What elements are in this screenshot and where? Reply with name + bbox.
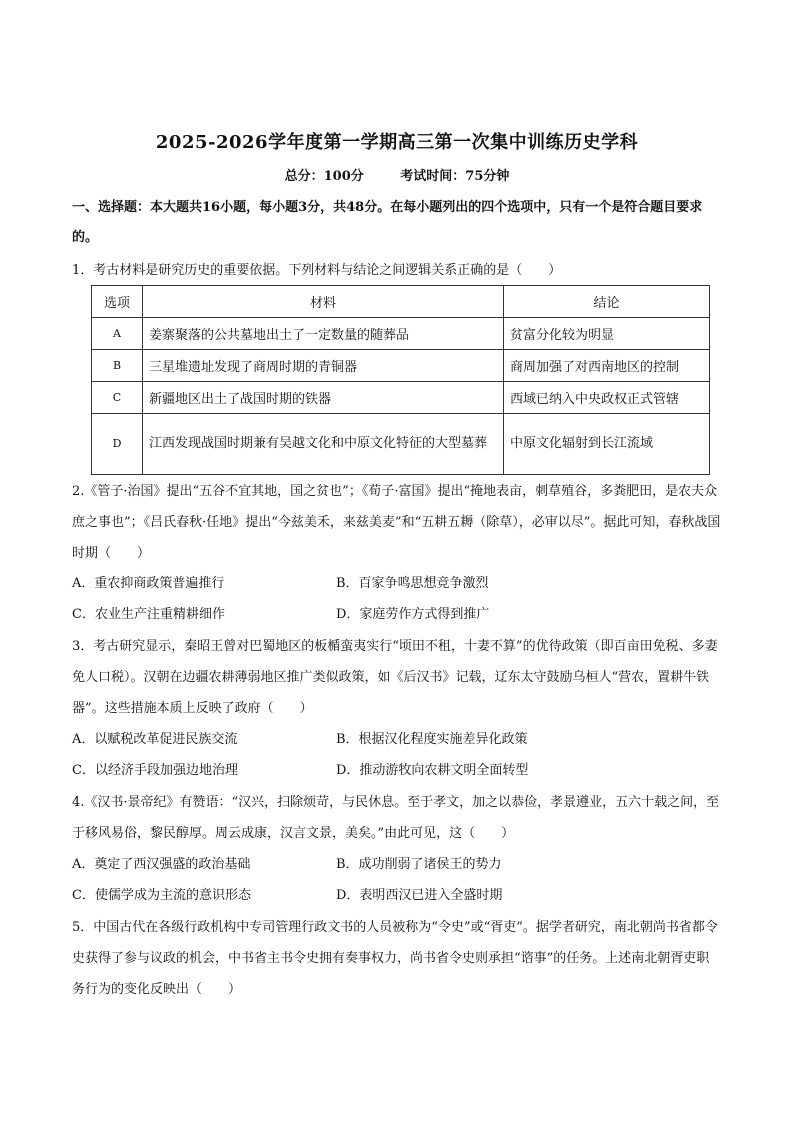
question-4-options-row-1 [72,850,722,880]
table-header-material: 材料 [143,286,504,318]
table-cell-material: 三星堆遗址发现了商周时期的青铜器 [143,350,504,382]
question-1-stem: 1．考古材料是研究历史的重要依据。下列材料与结论之间逻辑关系正确的是（ ） [72,263,562,278]
table-cell-option: D [92,414,143,475]
table-cell-conclusion: 西域已纳入中央政权正式管辖 [504,382,710,414]
table-cell-material: 姜寨聚落的公共墓地出土了一定数量的随葬品 [143,318,504,350]
section-heading: 一、选择题：本大题共16小题，每小题3分，共48分。在每小题列出的四个选项中，只有一个是符合题目要求的。 [72,200,703,245]
question-3-options-row-1 [72,725,722,755]
table-row [92,414,710,475]
question-4-option-c: C．使儒学成为主流的意识形态 [72,888,251,903]
question-2-option-b: B．百家争鸣思想竞争激烈 [336,576,489,591]
question-5-stem: 5．中国古代在各级行政机构中专司管理行政文书的人员被称为“令史”或“胥吏”。据学者研究，南北朝尚书省都令史获得了参与议政的机会，中书省主书令史拥有奏事权力，尚书省令史则承担“谘事”的任务。上述南北朝胥吏职务行为的变化反映出（ ） [72,920,718,997]
table-cell-option: A [92,318,143,350]
table-cell-conclusion: 贫富分化较为明显 [504,318,710,350]
question-2-option-d: D．家庭劳作方式得到推广 [336,607,490,622]
question-4-stem: 4.《汉书·景帝纪》有赞语：“汉兴，扫除烦苛，与民休息。至于孝文，加之以恭俭，孝景遵业，五六十载之间，至于移风易俗，黎民醇厚。周云成康，汉言文景，美矣。”由此可见，这（ ） [72,795,720,841]
question-2-option-a: A．重农抑商政策普遍推行 [72,576,225,591]
exam-time: 考试时间：75分钟 [400,169,510,184]
table-header-row [92,286,710,318]
question-3-options-row-2 [72,756,722,786]
table-header-option: 选项 [92,286,143,318]
table-header-conclusion: 结论 [504,286,710,318]
table-cell-conclusion: 商周加强了对西南地区的控制 [504,350,710,382]
question-3-option-b: B．根据汉化程度实施差异化政策 [336,732,528,747]
table-cell-material: 江西发现战国时期兼有吴越文化和中原文化特征的大型墓葬 [143,414,504,475]
question-4-option-d: D．表明西汉已进入全盛时期 [336,888,503,903]
exam-meta [0,165,794,184]
table-row [92,318,710,350]
question-2-option-c: C．农业生产注重精耕细作 [72,607,225,622]
question-1-table [91,285,710,475]
question-4-options-row-2 [72,881,722,911]
total-score: 总分：100分 [284,169,364,184]
table-row [92,350,710,382]
question-2-options-row-2 [72,600,722,630]
question-3-option-a: A．以赋税改革促进民族交流 [72,732,238,747]
page-title: 2025-2026学年度第一学期高三第一次集中训练历史学科 [155,132,639,153]
table-cell-option: C [92,382,143,414]
question-3-stem: 3．考古研究显示，秦昭王曾对巴蜀地区的板楯蛮夷实行“顷田不租，十妻不算”的优待政策（即百亩田免税、多妻免人口税）。汉朝在边疆农耕薄弱地区推广类似政策，如《后汉书》记载，辽东太守鼓励乌桓人“营农，置耕牛铁器”。这些措施本质上反映了政府（ ） [72,639,718,716]
question-3-option-c: C．以经济手段加强边地治理 [72,763,238,778]
question-2-stem: 2.《管子·治国》提出“五谷不宜其地，国之贫也”；《荀子·富国》提出“掩地表亩，刺草殖谷，多粪肥田，是农夫众庶之事也”；《吕氏春秋·任地》提出“今兹美禾，来兹美麦”和“五耕五耨（除草），必审以尽”。据此可知，春秋战国时期（ ） [72,484,721,561]
table-cell-option: B [92,350,143,382]
table-row [92,382,710,414]
table-cell-conclusion: 中原文化辐射到长江流域 [504,414,710,475]
question-4-option-b: B．成功削弱了诸侯王的势力 [336,857,502,872]
table-cell-material: 新疆地区出土了战国时期的铁器 [143,382,504,414]
question-4-option-a: A．奠定了西汉强盛的政治基础 [72,857,251,872]
question-3-option-d: D．推动游牧向农耕文明全面转型 [336,763,529,778]
question-2-options-row-1 [72,569,722,599]
